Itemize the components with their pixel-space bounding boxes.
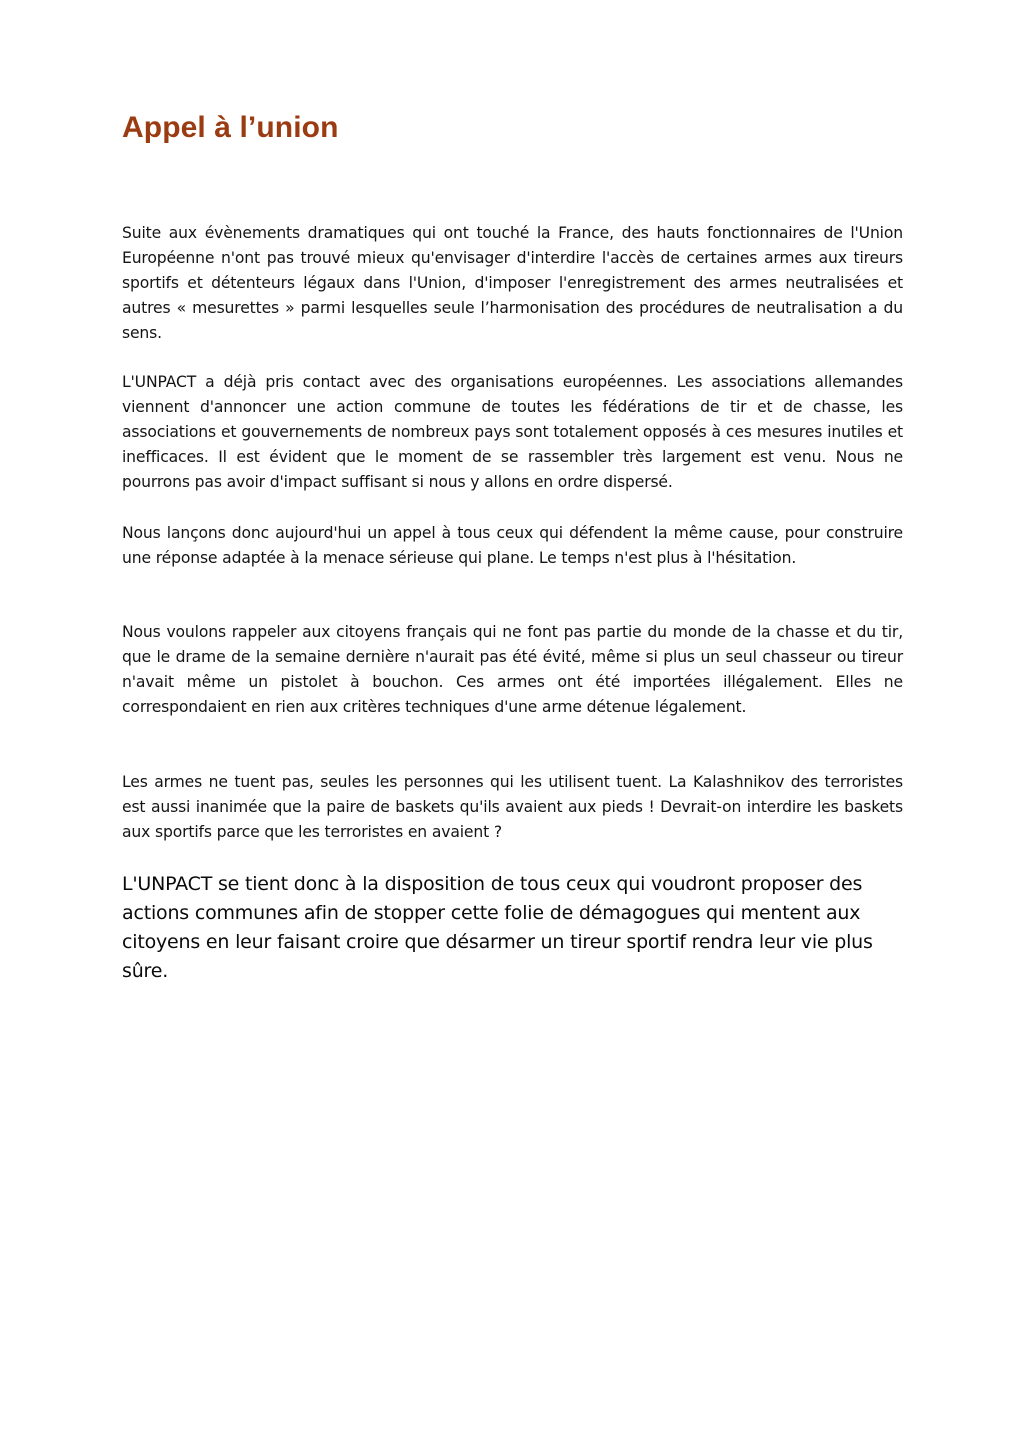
- paragraph-appeal: Nous lançons donc aujourd'hui un appel à tous ceux qui défendent la même cause, pour construire une réponse adaptée à la menace sérieuse qui plane. Le temps n'est plus à l'hésitation.: [122, 524, 903, 567]
- paragraph-unpact-contact: L'UNPACT a déjà pris contact avec des organisations européennes. Les associations allemandes viennent d'annoncer une action commune de toutes les fédérations de tir et de chasse, les associations et gouvernements de nombreux pays sont totalement opposés à ces mesures inutiles et inefficaces. Il est évident que le moment de se rassembler très largement est venu. Nous ne pourrons pas avoir d'impact suffisant si nous y allons en ordre dispersé.: [122, 373, 903, 491]
- document-title: Appel à l’union: [122, 111, 339, 144]
- paragraph-events: Suite aux évènements dramatiques qui ont touché la France, des hauts fonctionnaires de l'Union Européenne n'ont pas trouvé mieux qu'envisager d'interdire l'accès de certaines armes aux tireurs sportifs et détenteurs légaux dans l'Union, d'imposer l'enregistrement des armes neutralisées et autres « mesurettes » parmi lesquelles seule l’harmonisation des procédures de neutralisation a du sens.: [122, 224, 903, 342]
- paragraph-reminder: Nous voulons rappeler aux citoyens français qui ne font pas partie du monde de la chasse et du tir, que le drame de la semaine dernière n'aurait pas été évité, même si plus un seul chasseur ou tireur n'avait même un pistolet à bouchon. Ces armes ont été importées illégalement. Elles ne correspondaient en rien aux critères techniques d'une arme détenue légalement.: [122, 623, 903, 716]
- paragraph-weapons: Les armes ne tuent pas, seules les personnes qui les utilisent tuent. La Kalashnikov des terroristes est aussi inanimée que la paire de baskets qu'ils avaient aux pieds ! Devrait-on interdire les baskets aux sportifs parce que les terroristes en avaient ?: [122, 773, 903, 841]
- paragraph-conclusion: L'UNPACT se tient donc à la disposition de tous ceux qui voudront proposer des actions communes afin de stopper cette folie de démagogues qui mentent aux citoyens en leur faisant croire que désarmer un tireur sportif rendra leur vie plus sûre.: [122, 873, 873, 982]
